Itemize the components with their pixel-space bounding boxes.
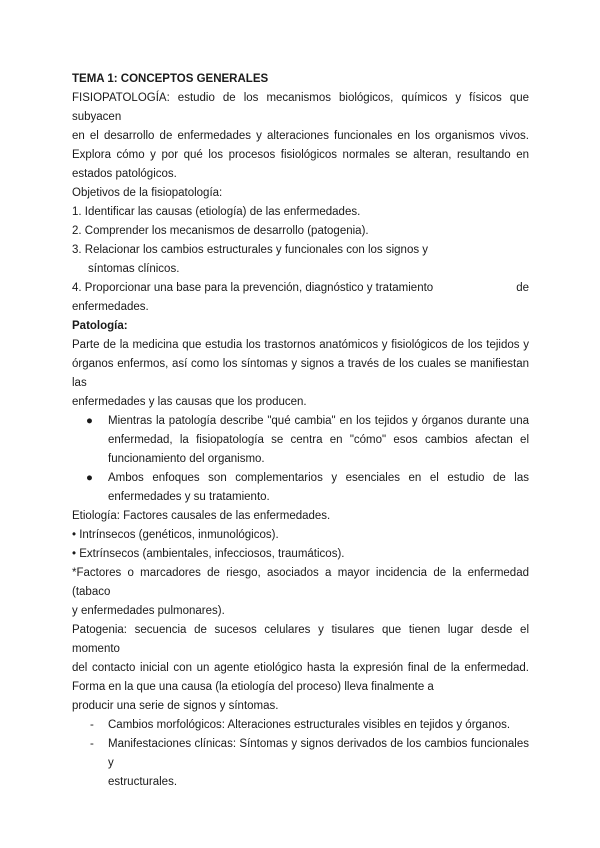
dash-item-2-text: Manifestaciones clínicas: Síntomas y signos derivados de los cambios funcionales y xyxy=(108,738,529,769)
dash-item-2-cont: estructurales. xyxy=(108,776,178,788)
factores-riesgo-line-1: *Factores o marcadores de riesgo, asociados a mayor incidencia de la enfermedad (tabaco xyxy=(72,567,529,598)
objetivo-item-4-de: de xyxy=(516,282,529,294)
objetivo-item-4-text: 4. Proporcionar una base para la prevención, diagnóstico y tratamiento xyxy=(72,282,434,294)
dash-item-1 xyxy=(72,716,529,735)
fisiopatologia-line-4: estados patológicos. xyxy=(72,168,177,180)
dash-icon: - xyxy=(90,738,94,750)
etiologia-extrinsecos: • Extrínsecos (ambientales, infecciosos, traumáticos). xyxy=(72,548,345,560)
bullet-2-line-2: enfermedades y su tratamiento. xyxy=(108,491,270,503)
dash-item-1-text: Cambios morfológicos: Alteraciones estructurales visibles en tejidos y órganos. xyxy=(108,719,511,731)
objetivo-item-2: 2. Comprender los mecanismos de desarrollo (patogenia). xyxy=(72,225,369,237)
patogenia-line-4: producir una serie de signos y síntomas. xyxy=(72,700,279,712)
bullet-item-2 xyxy=(72,469,529,488)
fisiopatologia-line-2: en el desarrollo de enfermedades y alteraciones funcionales en los organismos vivos. xyxy=(72,130,529,142)
bullet-icon: ● xyxy=(86,472,93,484)
fisiopatologia-line-1: FISIOPATOLOGÍA: estudio de los mecanismos biológicos, químicos y físicos que subyacen xyxy=(72,92,529,123)
bullet-1-line-2: enfermedad, la fisiopatología se centra en "cómo" esos cambios afectan el xyxy=(108,434,529,446)
objetivo-item-3-cont: síntomas clínicos. xyxy=(88,263,180,275)
objetivos-heading: Objetivos de la fisiopatología: xyxy=(72,187,223,199)
etiologia-heading: Etiología: Factores causales de las enfermedades. xyxy=(72,510,331,522)
objetivo-item-3: 3. Relacionar los cambios estructurales y funcionales con los signos y xyxy=(72,244,429,256)
bullet-2-line-1: Ambos enfoques son complementarios y esenciales en el estudio de las xyxy=(108,472,529,484)
dash-item-2 xyxy=(72,735,529,773)
bullet-1-line-1: Mientras la patología describe "qué cambia" en los tejidos y órganos durante una xyxy=(108,415,529,427)
objetivo-item-1: 1. Identificar las causas (etiología) de las enfermedades. xyxy=(72,206,361,218)
patogenia-line-1: Patogenia: secuencia de sucesos celulares y tisulares que tienen lugar desde el momento xyxy=(72,624,529,655)
objetivo-item-4 xyxy=(72,279,529,298)
patologia-heading: Patología: xyxy=(72,320,128,332)
dash-icon: - xyxy=(90,719,94,731)
bullet-1-line-3: funcionamiento del organismo. xyxy=(108,453,265,465)
bullet-icon: ● xyxy=(86,415,93,427)
patologia-line-1: Parte de la medicina que estudia los trastornos anatómicos y fisiológicos de los tejidos y xyxy=(72,339,529,351)
patogenia-line-3: Forma en la que una causa (la etiología del proceso) lleva finalmente a xyxy=(72,681,434,693)
objetivo-item-4-cont: enfermedades. xyxy=(72,301,149,313)
document-page xyxy=(72,70,529,792)
etiologia-intrinsecos: • Intrínsecos (genéticos, inmunológicos). xyxy=(72,529,279,541)
bullet-item-1 xyxy=(72,412,529,431)
fisiopatologia-line-3: Explora cómo y por qué los procesos fisiológicos normales se alteran, resultando en xyxy=(72,149,529,161)
factores-riesgo-line-2: y enfermedades pulmonares). xyxy=(72,605,225,617)
page-title: TEMA 1: CONCEPTOS GENERALES xyxy=(72,73,269,85)
patologia-line-3: enfermedades y las causas que los producen. xyxy=(72,396,307,408)
patogenia-line-2: del contacto inicial con un agente etiológico hasta la expresión final de la enfermedad. xyxy=(72,662,529,674)
patologia-line-2: órganos enfermos, así como los síntomas y signos a través de los cuales se manifiestan las xyxy=(72,358,529,389)
